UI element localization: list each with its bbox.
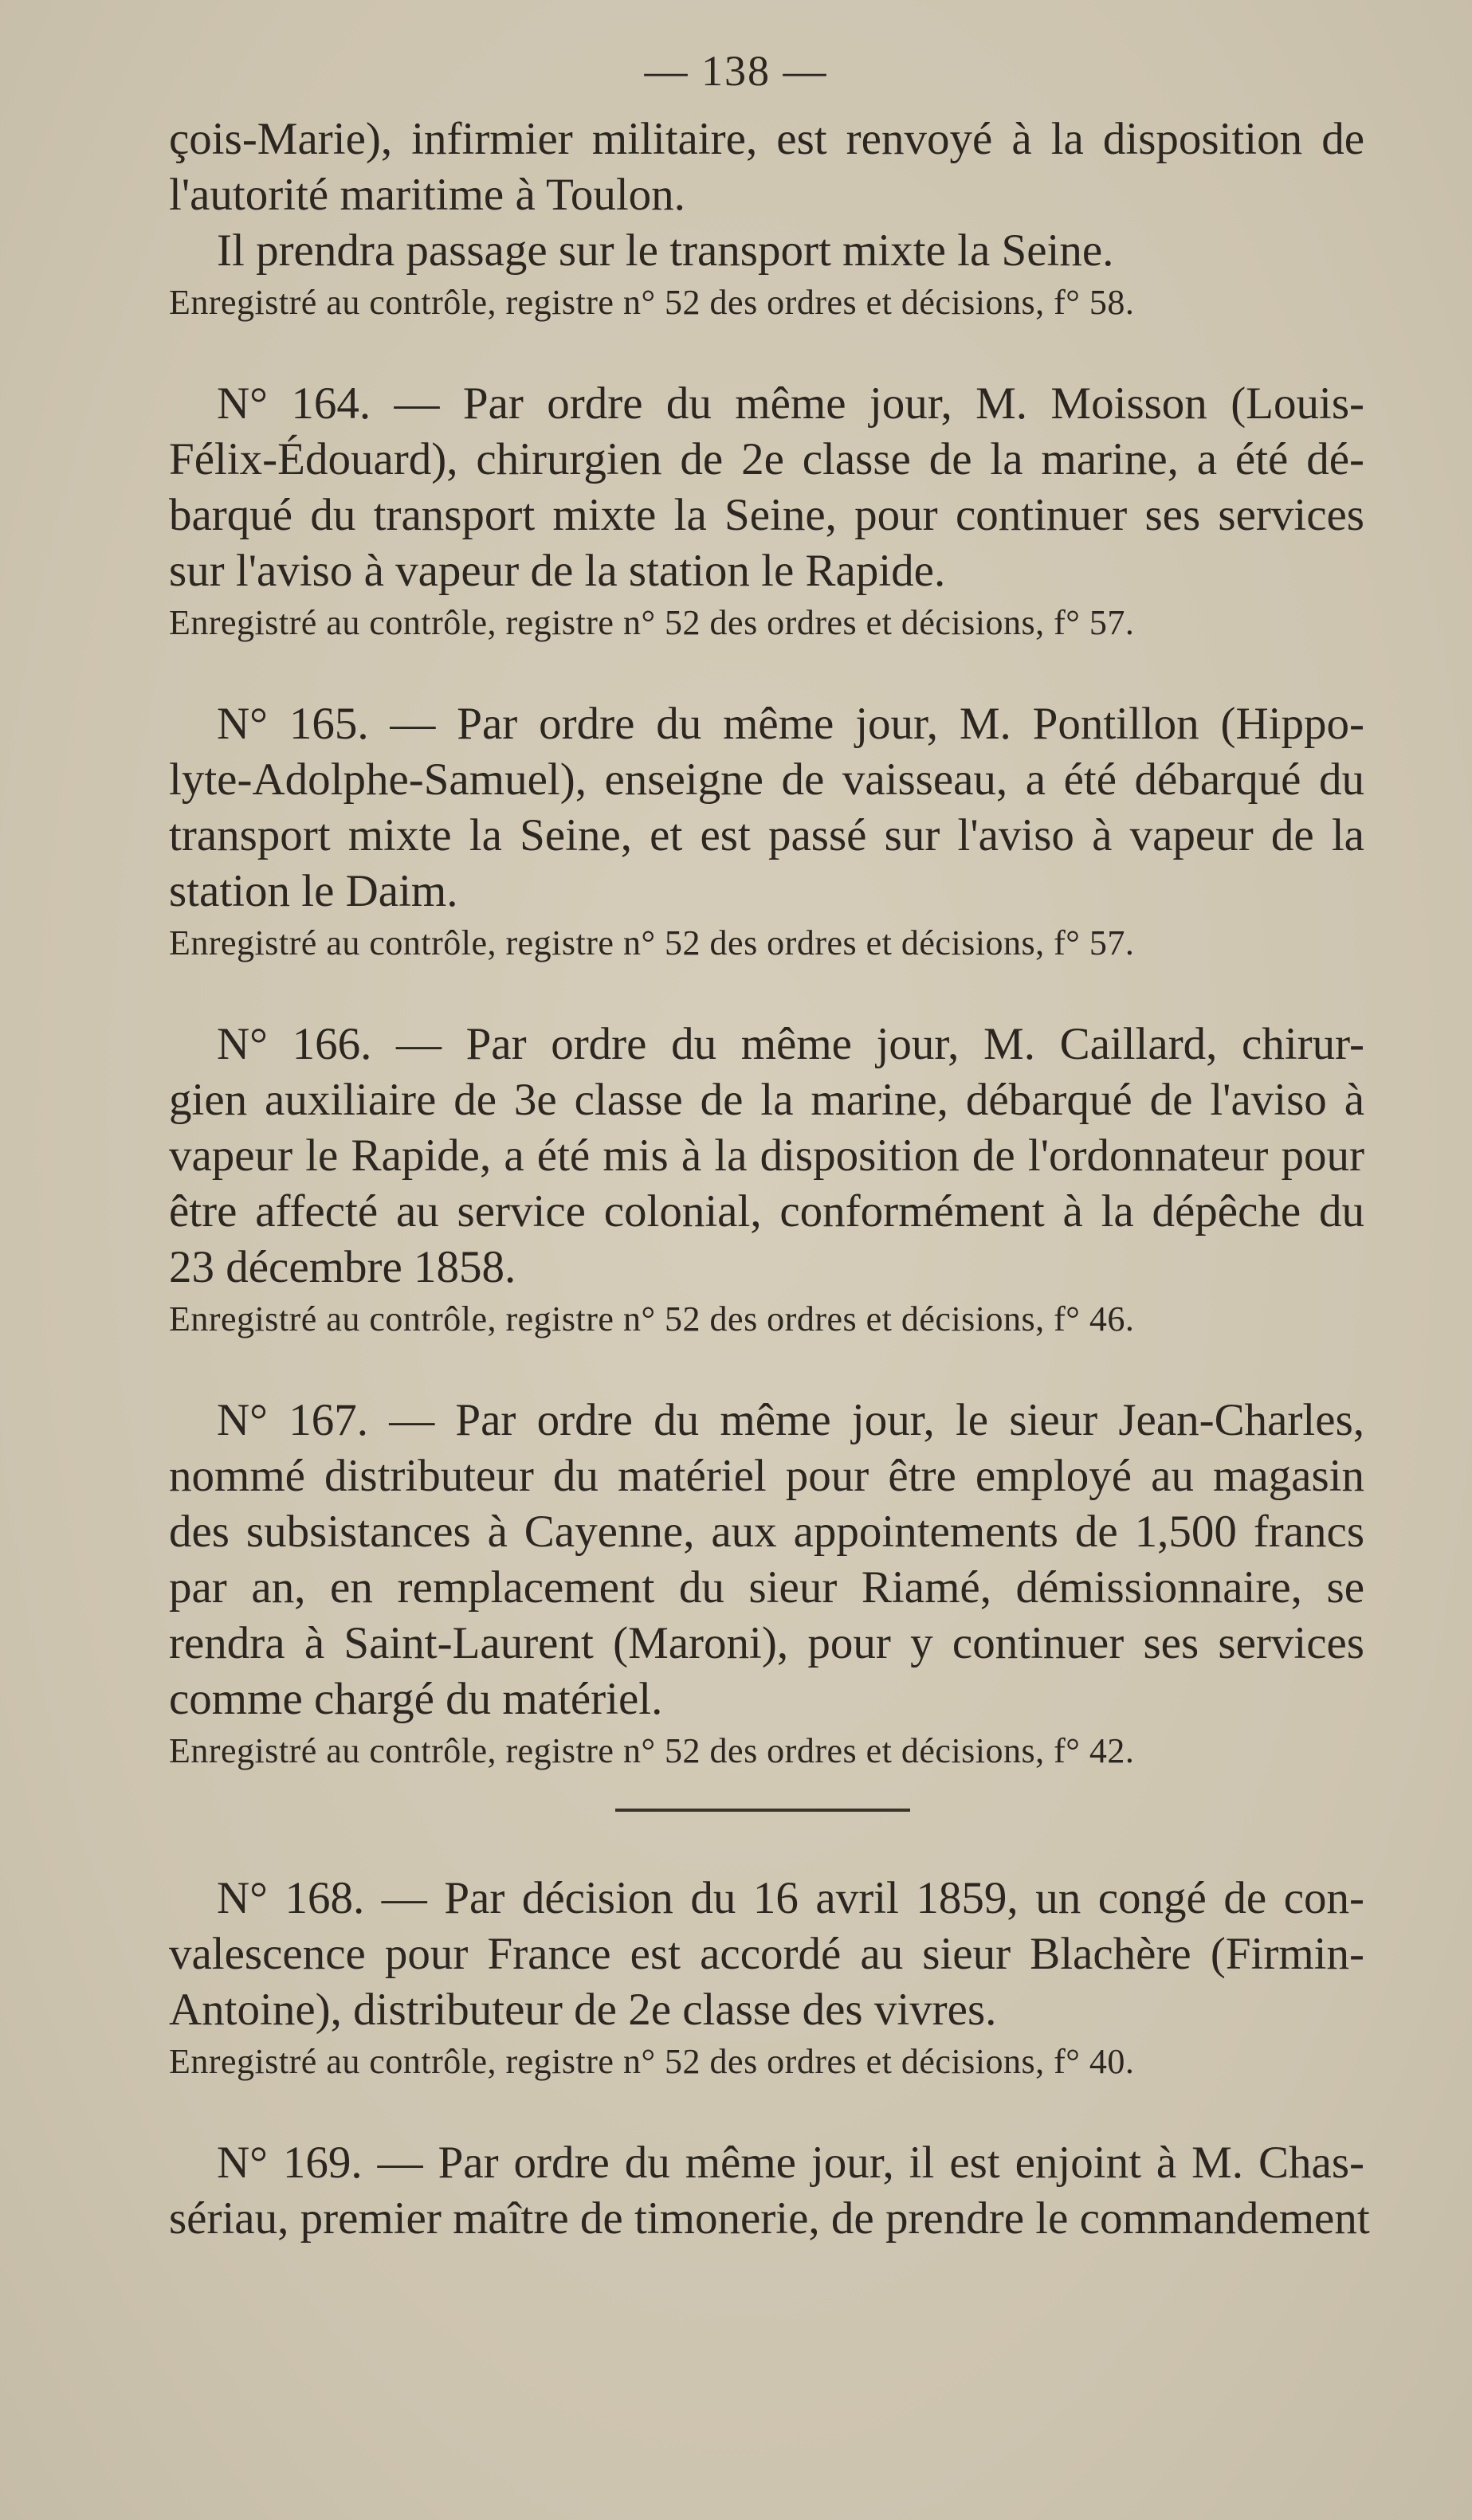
text-line: Il prendra passage sur le transport mixte la Seine.	[217, 225, 1114, 276]
text-line: N° 166. — Par ordre du même jour, M. Caillard, chirur-	[217, 1019, 1364, 1069]
entry-continuation	[169, 112, 1364, 327]
text-line: comme chargé du matériel.	[169, 1674, 663, 1724]
text-line: çois-Marie), infirmier militaire, est renvoyé à la disposition de	[169, 114, 1364, 164]
entry-167	[169, 1393, 1364, 1775]
text-line: lyte-Adolphe-Samuel), enseigne de vaisseau, a été débarqué du	[169, 754, 1364, 805]
text-line: N° 167. — Par ordre du même jour, le sieur Jean-Charles,	[217, 1395, 1364, 1445]
text-line: N° 168. — Par décision du 16 avril 1859, un congé de con-	[217, 1873, 1364, 1923]
text-line: être affecté au service colonial, conformément à la dépêche du	[169, 1186, 1364, 1236]
text-line: N° 165. — Par ordre du même jour, M. Pontillon (Hippo-	[217, 699, 1364, 749]
entry-164	[169, 376, 1364, 647]
entry-168	[169, 1871, 1364, 2086]
text-line: par an, en remplacement du sieur Riamé, démissionnaire, se	[169, 1562, 1364, 1613]
section-divider	[169, 1775, 1364, 1871]
page-body	[169, 112, 1370, 2247]
text-line: N° 169. — Par ordre du même jour, il est enjoint à M. Chas-	[217, 2138, 1364, 2188]
registration-note: Enregistré au contrôle, registre n° 52 des ordres et décisions, f° 42.	[169, 1731, 1135, 1770]
divider-rule	[615, 1809, 910, 1812]
entry-165	[169, 696, 1364, 967]
registration-note: Enregistré au contrôle, registre n° 52 des ordres et décisions, f° 46.	[169, 1299, 1135, 1338]
registration-note: Enregistré au contrôle, registre n° 52 des ordres et décisions, f° 57.	[169, 603, 1135, 642]
text-line: 23 décembre 1858.	[169, 1242, 516, 1292]
entry-166	[169, 1017, 1364, 1343]
entry-169	[169, 2135, 1370, 2247]
text-line: valescence pour France est accordé au sieur Blachère (Firmin-	[169, 1929, 1364, 1979]
text-line: Félix-Édouard), chirurgien de 2e classe de la marine, a été dé-	[169, 434, 1364, 484]
text-line: barqué du transport mixte la Seine, pour continuer ses services	[169, 490, 1364, 540]
text-line: Antoine), distributeur de 2e classe des vivres.	[169, 1985, 997, 2035]
text-line: rendra à Saint-Laurent (Maroni), pour y continuer ses services	[169, 1618, 1364, 1668]
registration-note: Enregistré au contrôle, registre n° 52 des ordres et décisions, f° 57.	[169, 923, 1135, 962]
registration-note: Enregistré au contrôle, registre n° 52 des ordres et décisions, f° 58.	[169, 283, 1135, 322]
text-line: N° 164. — Par ordre du même jour, M. Moisson (Louis-	[217, 378, 1364, 429]
text-line: transport mixte la Seine, et est passé sur l'aviso à vapeur de la	[169, 810, 1364, 860]
text-line: station le Daim.	[169, 866, 458, 916]
text-line: des subsistances à Cayenne, aux appointements de 1,500 francs	[169, 1507, 1364, 1557]
text-line: sur l'aviso à vapeur de la station le Rapide.	[169, 546, 946, 596]
text-line: nommé distributeur du matériel pour être employé au magasin	[169, 1451, 1364, 1501]
registration-note: Enregistré au contrôle, registre n° 52 des ordres et décisions, f° 40.	[169, 2042, 1135, 2081]
text-line: sériau, premier maître de timonerie, de prendre le commandement	[169, 2193, 1370, 2244]
text-line: l'autorité maritime à Toulon.	[169, 170, 685, 220]
page-number: — 138 —	[644, 47, 828, 95]
text-line: gien auxiliaire de 3e classe de la marine, débarqué de l'aviso à	[169, 1075, 1364, 1125]
text-line: vapeur le Rapide, a été mis à la disposition de l'ordonnateur pour	[169, 1131, 1364, 1181]
